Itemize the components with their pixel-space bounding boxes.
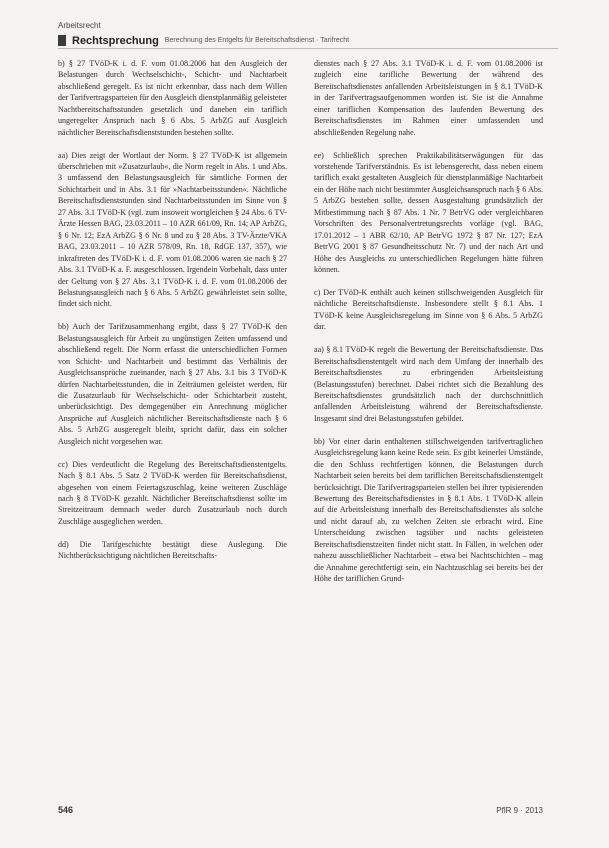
- page-number: 546: [58, 805, 74, 815]
- paragraph: b) § 27 TVöD-K i. d. F. vom 01.08.2006 hat den Ausgleich der Belastungen durch Wechselschicht-, Schicht- und Nachtarbeit abschließend geregelt. Es ist nicht erkennbar, dass nach dem Willen der Tarifvertragsparteien für den Ausgleich dienstplanmäßig geleisteter Nachtbereitschaftsstunden gesetzlich und daneben ein tariflich ungeregelter Anspruch nach § 6 Abs. 5 ArbZG auf Ausgleich nächtlicher Bereitschaftsdienststunden bestehen sollte.: [58, 59, 287, 137]
- paragraph: dd) Die Tarifgeschichte bestätigt diese Auslegung. Die Nichtberücksichtigung nächtlichen Bereitschafts-: [58, 539, 287, 561]
- paragraph: cc) Dies verdeutlicht die Regelung des Bereitschaftsdienstentgelts. Nach § 8.1 Abs. 5 Satz 2 TVöD-K werden für Bereitschaftsdienst, abgesehen von einem Feiertagszuschlag, keine weiteren Zuschläge nach § 8 TVöD-K gezahlt. Nächtlicher Bereitschaftsdienst sollte im Streitzeitraum demnach weder durch Zusatzurlaub noch durch Zuschläge ausgeglichen werden.: [58, 459, 287, 526]
- left-column: [58, 58, 287, 562]
- paragraph: c) Der TVöD-K enthält auch keinen stillschweigenden Ausgleich für nächtliche Bereitschaftsdienste. Insbesondere stellt § 8.1 Abs. 1 TVöD-K keine Ausgleichsregelung im Sinne von § 6 Abs. 5 ArbZG dar.: [314, 287, 543, 332]
- right-column: [314, 58, 543, 585]
- header-divider: [58, 48, 558, 49]
- paragraph: bb) Vor einer darin enthaltenen stillschweigenden tarifvertraglichen Ausgleichsregelung kann keine Rede sein. Es gibt keinerlei Umstände, die den Schluss rechtfertigen können, die Belastungen durch Nachtarbeit seien bereits bei dem tariflichen Bereitschaftsdienstentgelt berücksichtigt. Die Tarifvertragsparteien stellen bei ihrer typisierenden Bewertung des Bereitschaftsdienstes in § 8.1 Abs. 1 TVöD-K allein auf die Arbeitsleistung innerhalb des Bereitschaftsdienstes als solche und nicht darauf ab, zu welchen Zeiten sie erbracht wird. Eine Unterscheidung zwischen tagsüber und nachts geleisteten Bereitschaftsdienstzeiten findet nicht statt. In Fällen, in welchen oder nahezu ausschließlicher Nachtarbeit – etwa bei Nachtschichten – mag die Annahme gerechtfertigt sein, ein Nachtzuschlag sei bereits bei der Höhe der tariflichen Grund-: [314, 436, 543, 584]
- section-label: Arbeitsrecht: [58, 21, 101, 30]
- running-header: [58, 34, 558, 47]
- header-title: Rechtsprechung: [72, 34, 159, 47]
- paragraph: bb) Auch der Tarifzusammenhang ergibt, dass § 27 TVöD-K den Belastungsausgleich für Arbeit zu ungünstigen Zeiten umfassend und abschließend regelt. Die Norm erfasst die unterschiedlichen Formen von Schicht- und Nachtarbeit und bestimmt das Verhältnis der Ausgleichsansprüche zueinander, nach § 27 Abs. 3.1 bis 3 TVöD-K dürfen Nachtarbeitsstunden, die in Zeiträumen geleistet werden, für die Zusatzurlaub für Wechselschicht- oder Schichtarbeit zusteht, unberücksichtigt. Des demgegenüber ein Anrechnung möglicher Ansprüche auf Ausgleich nächtlicher Bereitschaftsdienste nach § 6 Abs. 5 ArbZG ausgeregelt bleibt, spricht dafür, dass ein solcher Ausgleich nicht vorgesehen war.: [58, 322, 287, 446]
- header-subtitle: Berechnung des Entgelts für Bereitschaftsdienst · Tarifrecht: [164, 37, 350, 44]
- journal-issue: PflR 9 · 2013: [496, 806, 543, 815]
- paragraph: dienstes nach § 27 Abs. 3.1 TVöD-K i. d. F. vom 01.08.2006 ist zugleich eine tarifliche Bewertung der während des Bereitschaftsdienstes anfallenden Arbeitsleistungen in § 8.1 TVöD-K in der Tarifvertragsaufgenommen worden ist. Sie ist die Annahme einer tariflichen Kompensation des laufenden Bewertung des Bereitschaftsdienstes im Rahmen einer umfassenden und abschließenden Regelung nahe.: [314, 59, 543, 137]
- header-marker-icon: [58, 35, 66, 46]
- paragraph: aa) Dies zeigt der Wortlaut der Norm. § 27 TVöD-K ist allgemein überschrieben mit »Zusatzurlaub«, die Norm regelt in Abs. 1 und Abs. 3 umfassend den Belastungsausgleich für sämtliche Formen der Schichtarbeit und in Abs. 3.1 für »Nachtarbeitsstunden«. Nächtliche Bereitschaftsdienststunden sind Nachtarbeitsstunden im Sinne von § 27 Abs. 3.1 TVöD-K (vgl. zum insoweit wortgleichen § 24 Abs. 6 TV-Ärzte Hessen BAG, 23.03.2011 – 10 AZR 661/09, Rn. 14; AP ArbZG, § 6 Nr. 12; EzA ArbZG § 6 Nr. 8 und zu § 28 Abs. 3 TV-Ärzte/VKA BAG, 23.03.2011 – 10 AZR 578/09, Rn. 18, RdGE 137, 357), wie inkraftreten des TVöD-K i. d. F. vom 01.08.2006 waren sie nach § 27 Abs. 3.1 TVöD-K a. F. ausgeschlossen. Irgendein Vorbehalt, dass unter der Geltung von § 27 Abs. 3.1 TVöD-K i. d. F. vom 01.08.2006 der Belastungsausgleich nach § 6 Abs. 5 ArbZG gewährleistet sein sollte, findet sich nicht.: [58, 150, 287, 309]
- paragraph: ee) Schließlich sprechen Praktikabilitätserwägungen für das vorstehende Tarifverständnis. Es ist lebensgerecht, dass neben einem tariflich exakt gestalteten Ausgleich für dienstplanmäßige Nachtarbeit ein der Höhe nach nicht bestimmter Ausgleichsanspruch nach § 6 Abs. 5 ArbZG bestehen sollte, dessen Ausgestaltung grundsätzlich der Mitbestimmung nach § 87 Abs. 1 Nr. 7 BetrVG oder vergleichbaren Vorschriften des Personalvertretungsrechts vorläge (vgl. BAG, 17.01.2012 – 1 ABR 62/10, AP BetrVG 1972 § 87 Nr. 127; EzA BetrVG 2001 § 87 Gesundheitsschutz Nr. 7) und der nach Art und Höhe des Ausgleichs zu unterschiedlichen Regelungen hätte führen können.: [314, 150, 543, 275]
- paragraph: aa) § 8.1 TVöD-K regelt die Bewertung der Bereitschaftsdienste. Das Bereitschaftsdienstentgelt wird nach dem Umfang der innerhalb des Bereitschaftsdienstes zu erbringenden Arbeitsleistung (Belastungsstufen) berechnet. Dabei richtet sich die Bezahlung des Bereitschaftsdienstes grundsätzlich nach der durchschnittlich anfallenden Arbeitsleistung während der Bereitschaftsdienste. Insgesamt sind drei Belastungsstufen gebildet.: [314, 345, 543, 423]
